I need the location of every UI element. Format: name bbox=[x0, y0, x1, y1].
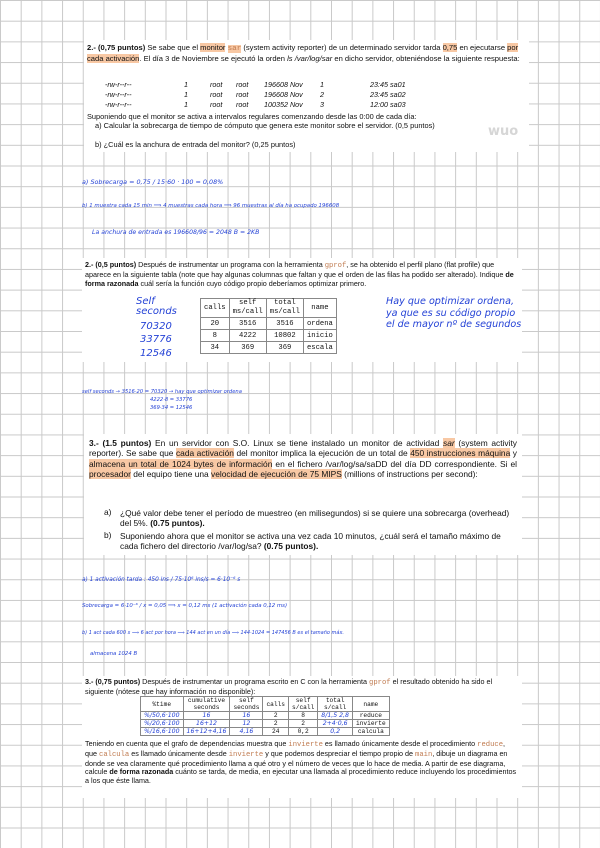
header-total: total ms/call bbox=[266, 299, 303, 318]
handwritten-calc: 4222·8 = 33776 bbox=[150, 397, 193, 403]
handwritten-conclusion: Hay que optimizar ordena, ya que es su código propio el de mayor nº de segundos bbox=[386, 296, 522, 330]
table-row: 8 4222 10802 inicio bbox=[201, 330, 337, 342]
table-row: 34 369 369 escala bbox=[201, 342, 337, 354]
question-3-gprof-instructions: Teniendo en cuenta que el grafo de dependencias muestra que invierte es llamado únicamente desde el procedimiento reduce, que calcula es llamado únicamente desde invierte y que podemos despreciar el tiempo propio de main, dibuje un diagrama en donde se vea claramente qué procedimiento llama a qué otro y el número de veces que lo hace de media. A partir de ese diagrama, calcule de forma razonada cuánto se tarda, de media, en ejecutar una llamada al procedimiento reduce incluyendo los procedimientos a los que éste llama. bbox=[85, 739, 517, 786]
header-calls: calls bbox=[201, 299, 230, 318]
handwritten-calc: self seconds → 3516·20 = 70320 → hay que optimizar ordena bbox=[82, 389, 242, 395]
header-self: self ms/call bbox=[229, 299, 266, 318]
header-name: name bbox=[303, 299, 336, 318]
question-2-part-a: a) Calcular la sobrecarga de tiempo de cómputo que genera este monitor sobre el servidor. (0,5 puntos) bbox=[95, 121, 435, 130]
header-time: %time bbox=[141, 697, 184, 712]
gprof-result-table bbox=[140, 696, 390, 736]
table-row: %/50,6·100 16 16 2 8 8/1,5 2,8 reduce bbox=[141, 712, 390, 720]
table-row: 20 3516 3516 ordena bbox=[201, 318, 337, 330]
header-calls: calls bbox=[263, 697, 289, 712]
handwritten-answer-b2: almacena 1024 B bbox=[90, 651, 138, 657]
question-2-part-b: b) ¿Cuál es la anchura de entrada del monitor? (0,25 puntos) bbox=[95, 140, 296, 149]
question-3-part-b: Suponiendo ahora que el monitor se activa una vez cada 10 minutos, ¿cuál será el tamaño máximo de cada fichero del directorio /var/log/sa? (0.75 puntos). bbox=[120, 531, 501, 552]
question-2-gprof-statement: 2.- (0,5 puntos) Después de instrumentar un programa con la herramienta gprof, se ha obtenido el perfil plano (flat profile) que aparece en la siguiente tabla (note que hay algunas columnas que faltan y que el orden de las filas ha podido ser alterado). Indique de forma razonada cuál sería la función cuyo código propio deberíamos optimizar primero. bbox=[85, 260, 514, 288]
handwritten-calc: 369·34 = 12546 bbox=[150, 405, 193, 411]
question-number: 2.- (0,75 puntos) bbox=[87, 43, 146, 52]
handwritten-value: 12546 bbox=[140, 348, 172, 359]
header-cumulative: cumulative seconds bbox=[183, 697, 230, 712]
flat-profile-table bbox=[200, 298, 337, 354]
question-3-statement: 3.- (1.5 puntos) En un servidor con S.O. Linux se tiene instalado un monitor de actividad sar (system activity reporter). Se sabe que cada activación del monitor implica la ejecución de un total de 450 instrucciones máquina y almacena un total de 1024 bytes de información en el fichero /var/log/sa/saDD del día DD correspondiente. Si el procesador del equipo tiene una velocidad de ejecución de 75 MIPS (millions of instructions per second): bbox=[89, 438, 517, 480]
question-3-part-a-label: a) bbox=[104, 507, 112, 517]
handwritten-answer-a2: Sobrecarga = 6·10⁻⁶ / x = 0,05 ⟹ x = 0,12 ms (1 activación cada 0,12 ms) bbox=[82, 603, 288, 609]
question-3-part-a: ¿Qué valor debe tener el período de muestreo (en milisegundos) si se quiere una sobrecarga (overhead) del 5%. (0.75 puntos). bbox=[120, 508, 510, 529]
header-self-call: self s/call bbox=[289, 697, 318, 712]
handwritten-self-seconds-title: Self seconds bbox=[136, 296, 177, 317]
header-total-call: total s/call bbox=[318, 697, 353, 712]
handwritten-answer-b1: b) 1 act cada 600 s ⟹ 6 act por hora ⟹ 144 act en un día ⟹ 144·1024 = 147456 B es el tamaño máx. bbox=[82, 630, 345, 636]
table-row: %/20,6·100 16+12 12 2 2 2+4·0,6 invierte bbox=[141, 720, 390, 728]
handwritten-answer-b: b) 1 muestra cada 15 min ⟹ 4 muestras cada hora ⟹ 96 muestras al día ha ocupado 196608 bbox=[82, 203, 340, 209]
header-self: self seconds bbox=[230, 697, 263, 712]
question-3-part-b-label: b) bbox=[104, 530, 112, 540]
question-2-intro: Suponiendo que el monitor se activa a intervalos regulares comenzando desde las 0:00 de cada día: bbox=[87, 112, 417, 121]
handwritten-answer-a: a) Sobrecarga = 0,75 / 15·60 · 100 = 0,08% bbox=[82, 178, 224, 186]
header-name: name bbox=[352, 697, 389, 712]
question-3-gprof-statement: 3.- (0,75 puntos) Después de instrumentar un programa escrito en C con la herramienta gprof el resultado obtenido ha sido el siguiente (nótese que hay información no disponible): bbox=[85, 677, 493, 696]
handwritten-value: 70320 bbox=[140, 321, 172, 332]
handwritten-value: 33776 bbox=[140, 334, 172, 345]
watermark-logo: wuo bbox=[488, 124, 519, 139]
question-2-sar-statement: 2.- (0,75 puntos) Se sabe que el monitor sar (system activity reporter) de un determinado servidor tarda 0,75 en ejecutarse por cada activación. El día 3 de Noviembre se ejecutó la orden ls /var/log/sar en dicho servidor, obteniéndose la siguiente respuesta: bbox=[87, 43, 520, 63]
handwritten-answer-a1: a) 1 activación tarda : 450 ins / 75·10⁶ ins/s = 6·10⁻⁶ s bbox=[82, 577, 241, 583]
table-row: %/16,6·100 16+12+4,16 4,16 24 0,2 0,2 calcula bbox=[141, 728, 390, 736]
handwritten-answer-b-width: La anchura de entrada es 196608/96 = 2048 B = 2KB bbox=[92, 229, 260, 236]
